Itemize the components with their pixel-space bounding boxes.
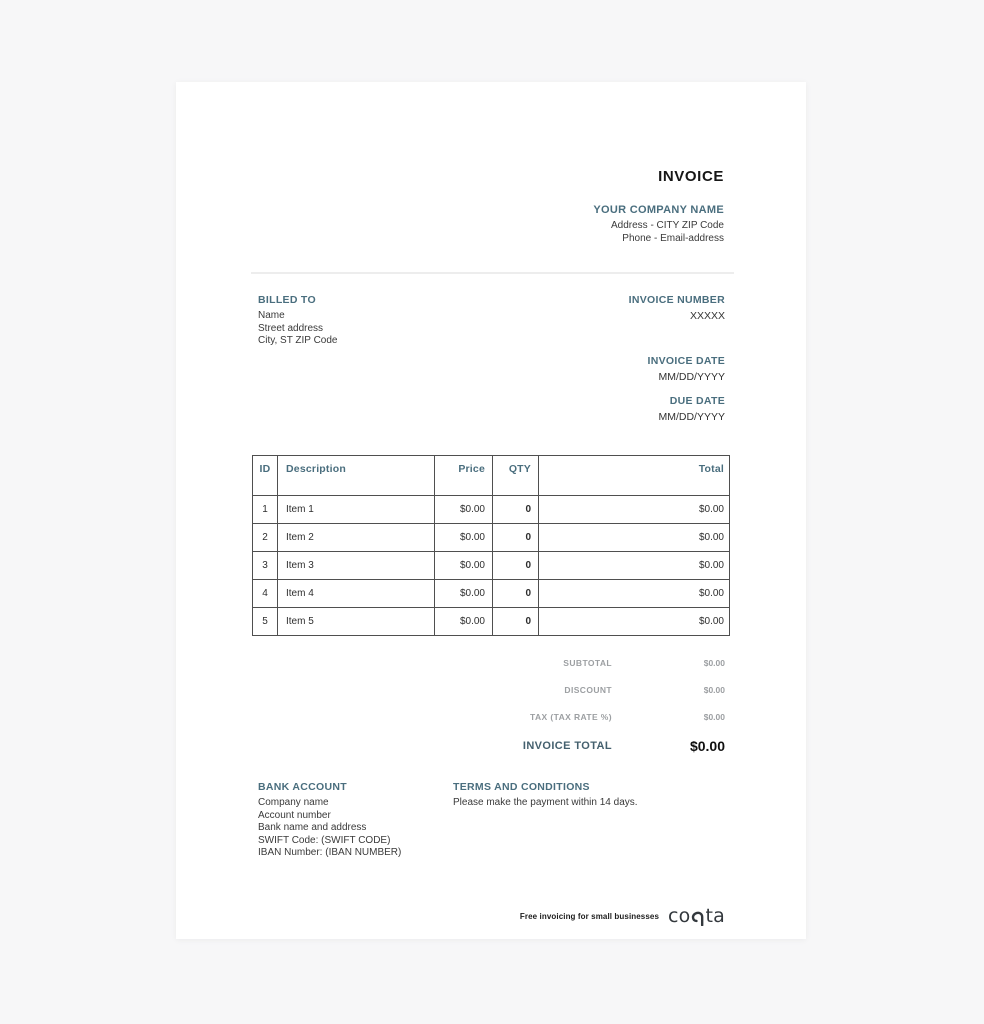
item-total: $0.00 xyxy=(539,552,730,580)
item-id: 5 xyxy=(253,608,278,636)
invoice-number-value: XXXXX xyxy=(689,310,725,322)
company-header xyxy=(593,204,724,245)
terms-heading: TERMS AND CONDITIONS xyxy=(453,781,590,793)
terms-section xyxy=(453,781,638,810)
spiral-n-icon xyxy=(691,909,705,926)
bank-swift-code: SWIFT Code: (SWIFT CODE) xyxy=(258,834,391,846)
item-qty: 0 xyxy=(493,524,539,552)
conta-logo xyxy=(668,905,725,927)
column-header-price: Price xyxy=(435,456,493,496)
item-qty: 0 xyxy=(493,496,539,524)
item-description: Item 4 xyxy=(278,580,435,608)
item-price: $0.00 xyxy=(435,552,493,580)
billed-to-name: Name xyxy=(258,310,285,321)
invoice-date-value: MM/DD/YYYY xyxy=(658,371,725,383)
tax-row xyxy=(476,708,725,726)
bank-account-heading: BANK ACCOUNT xyxy=(258,781,347,793)
table-header-row xyxy=(253,456,730,496)
invoice-total-label: INVOICE TOTAL xyxy=(522,740,612,752)
invoice-number-block xyxy=(629,294,725,322)
item-price: $0.00 xyxy=(435,524,493,552)
invoice-date-label: INVOICE DATE xyxy=(647,355,725,367)
item-price: $0.00 xyxy=(435,580,493,608)
table-row xyxy=(253,496,730,524)
column-header-id: ID xyxy=(253,456,278,496)
table-row xyxy=(253,552,730,580)
item-id: 1 xyxy=(253,496,278,524)
tax-value: $0.00 xyxy=(703,712,725,722)
billed-to-city: City, ST ZIP Code xyxy=(258,335,338,347)
terms-text: Please make the payment within 14 days. xyxy=(453,797,638,808)
item-price: $0.00 xyxy=(435,608,493,636)
item-description: Item 5 xyxy=(278,608,435,636)
discount-label: DISCOUNT xyxy=(564,685,612,695)
billed-to-heading: BILLED TO xyxy=(258,294,316,306)
company-address: Address - CITY ZIP Code xyxy=(610,220,724,231)
item-id: 2 xyxy=(253,524,278,552)
item-id: 4 xyxy=(253,580,278,608)
footer-tagline: Free invoicing for small businesses xyxy=(519,911,660,921)
item-total: $0.00 xyxy=(539,580,730,608)
discount-row xyxy=(476,681,725,699)
invoice-page xyxy=(176,82,806,939)
invoice-total-value: $0.00 xyxy=(689,738,725,754)
bank-account-section xyxy=(258,781,401,860)
header-divider xyxy=(251,272,734,274)
due-date-label: DUE DATE xyxy=(669,395,725,407)
item-qty: 0 xyxy=(493,552,539,580)
subtotal-label: SUBTOTAL xyxy=(563,658,612,668)
discount-value: $0.00 xyxy=(703,685,725,695)
column-header-qty: QTY xyxy=(493,456,539,496)
column-header-total: Total xyxy=(539,456,730,496)
footer xyxy=(520,904,725,928)
invoice-number-label: INVOICE NUMBER xyxy=(628,294,725,306)
item-description: Item 3 xyxy=(278,552,435,580)
bank-iban-number: IBAN Number: (IBAN NUMBER) xyxy=(258,847,402,859)
billed-to-section xyxy=(258,294,337,348)
table-row xyxy=(253,608,730,636)
due-date-value: MM/DD/YYYY xyxy=(658,411,725,423)
company-contact: Phone - Email-address xyxy=(622,232,724,244)
invoice-title-block xyxy=(658,168,724,185)
item-id: 3 xyxy=(253,552,278,580)
bank-account-number: Account number xyxy=(258,809,331,821)
table-row xyxy=(253,580,730,608)
subtotal-value: $0.00 xyxy=(703,658,725,668)
item-total: $0.00 xyxy=(539,524,730,552)
billed-to-street: Street address xyxy=(258,322,324,334)
due-date-block xyxy=(658,395,725,423)
bank-company-name: Company name xyxy=(258,797,329,808)
invoice-date-block xyxy=(648,355,726,383)
bank-name-address: Bank name and address xyxy=(258,822,367,834)
item-price: $0.00 xyxy=(435,496,493,524)
tax-label: TAX (TAX RATE %) xyxy=(530,712,612,722)
item-total: $0.00 xyxy=(539,496,730,524)
logo-text-right: ta xyxy=(705,905,725,927)
item-qty: 0 xyxy=(493,608,539,636)
invoice-total-row xyxy=(476,734,725,758)
items-table xyxy=(252,455,729,636)
item-total: $0.00 xyxy=(539,608,730,636)
column-header-description: Description xyxy=(278,456,435,496)
table-row xyxy=(253,524,730,552)
page-title: INVOICE xyxy=(658,168,724,185)
item-description: Item 2 xyxy=(278,524,435,552)
logo-text-left: co xyxy=(668,905,691,927)
subtotal-row xyxy=(476,654,725,672)
company-name: YOUR COMPANY NAME xyxy=(593,204,724,216)
item-description: Item 1 xyxy=(278,496,435,524)
item-qty: 0 xyxy=(493,580,539,608)
